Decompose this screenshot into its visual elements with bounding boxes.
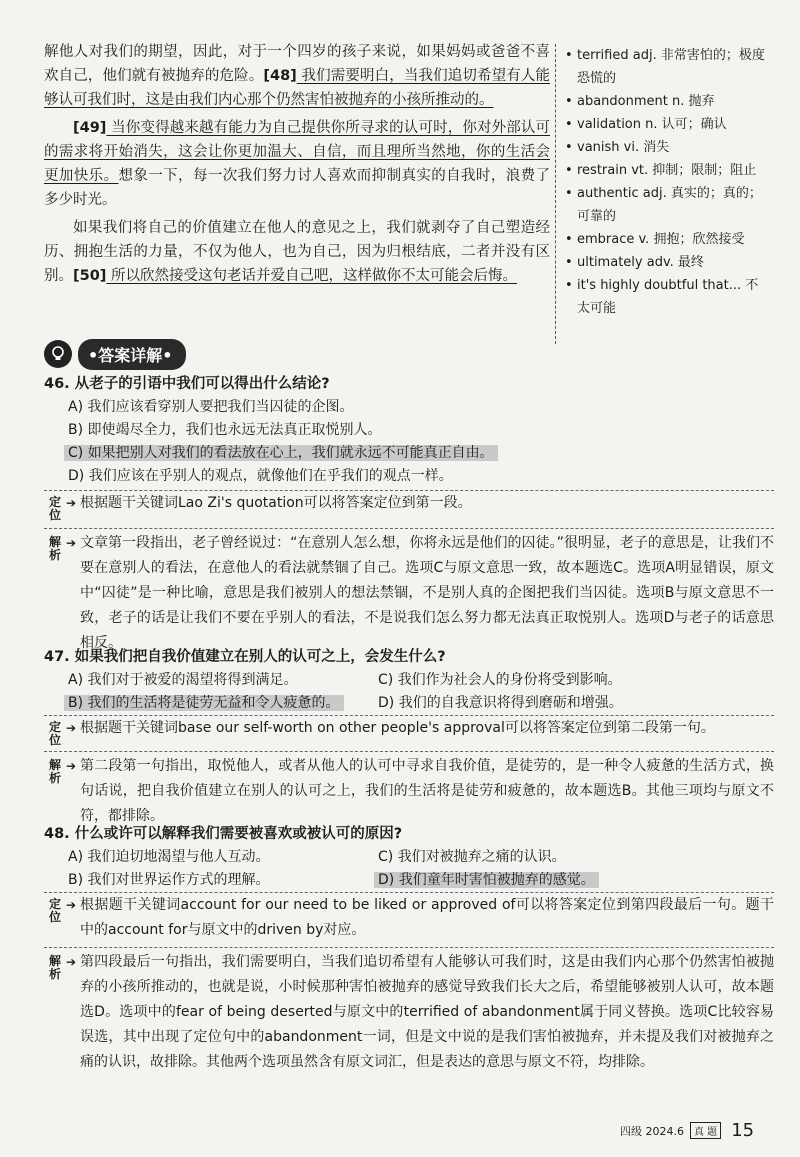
vocab-item: • terrified adj. 非常害怕的；极度恐慌的 bbox=[565, 44, 770, 90]
analysis-row bbox=[44, 751, 774, 829]
vocab-item: • validation n. 认可；确认 bbox=[565, 113, 770, 136]
question-48 bbox=[44, 822, 764, 892]
question-tag: [49] bbox=[73, 120, 107, 136]
option-d: D) 我们应该在乎别人的观点，就像他们在乎我们的观点一样。 bbox=[68, 468, 453, 484]
option-d: D) 我们的自我意识将得到磨砺和增强。 bbox=[378, 695, 623, 711]
locate-text: 根据题干关键词Lao Zi's quotation可以将答案定位到第一段。 bbox=[80, 495, 472, 511]
explanation-47 bbox=[44, 715, 774, 829]
option-b bbox=[68, 692, 378, 715]
option-a: A) 我们迫切地渴望与他人互动。 bbox=[68, 849, 270, 865]
text: 想象一下，每一次我们努力讨人喜欢而抑制真实的自我时，浪费了多少时光。 bbox=[44, 168, 551, 208]
analysis-text: 文章第一段指出，老子曾经说过：“在意别人怎么想，你将永远是他们的囚徒。”很明显，老子的意思是，让我们不要在意别人的看法，在意他人的看法就禁锢了自己。选项C与原文意思一致，故本题选C。选项A明显错误，原文中“囚徒”是一种比喻，意思是我们被别人的想法禁锢，不是别人真的企图把我们当囚徒。选项B与原文意思不一致，老子的话是让我们不要在乎别人的看法，不是说我们怎么努力都无法真正取悦别人。选项D与老子的话意思相反。 bbox=[80, 535, 774, 651]
option-a: A) 我们对于被爱的渴望将得到满足。 bbox=[68, 672, 298, 688]
locate-row bbox=[44, 893, 774, 943]
vocabulary-list bbox=[565, 44, 770, 320]
underlined-text: 所以欣然接受这句老话并爱自己吧，这样做你不太可能会后悔。 bbox=[106, 268, 518, 284]
column-divider bbox=[555, 44, 556, 344]
analysis-label: 解 析 bbox=[48, 758, 61, 785]
text: 解他人对我们的期望，因此，对于一个四岁的孩子来说，如果妈妈或爸爸不喜欢自己，他们就有被抛弃的危险。 bbox=[44, 44, 550, 84]
locate-label: 定 位 bbox=[48, 495, 61, 522]
section-box: 真 题 bbox=[690, 1122, 721, 1139]
explanation-48 bbox=[44, 892, 774, 1075]
analysis-text: 第四段最后一句指出，我们需要明白，当我们追切希望有人能够认可我们时，这是由我们内心那个仍然害怕被抛弃的小孩所推动的，也就是说，小时候那种害怕被抛弃的感觉导致我们长大之后，希望能够被别人认可，故本题选D。选项中的fear of being deserted与原文中的terrified of abandonment属于同义替换。选项C比较容易误选，其中出现了定位句中的abandonment一词，但是文中说的是我们害怕被抛弃，并未提及我们对被抛弃之痛的认识，故排除。其他两个选项虽然含有原文词汇，但是表达的意思与原文不符，均排除。 bbox=[80, 954, 774, 1070]
arrow-icon: ➔ bbox=[66, 759, 77, 773]
page-number: 15 bbox=[731, 1120, 755, 1141]
arrow-icon: ➔ bbox=[66, 721, 77, 735]
locate-row bbox=[44, 716, 774, 747]
option-c: C) 我们作为社会人的身份将受到影响。 bbox=[378, 672, 622, 688]
question-tag: [48] bbox=[263, 68, 297, 84]
option-row bbox=[44, 669, 764, 692]
arrow-icon: ➔ bbox=[66, 898, 77, 912]
option-c: C) 我们对被抛弃之痛的认识。 bbox=[378, 849, 566, 865]
translation-paragraph-1 bbox=[44, 40, 550, 112]
explanation-46 bbox=[44, 490, 774, 656]
lightbulb-icon bbox=[44, 340, 72, 368]
underlined-text: 我们需要明白，当我们追切希望有人能够认可我们时，这是由我们内心那个仍然害怕被抛弃的小孩所推动的。 bbox=[44, 68, 551, 108]
locate-text: 根据题干关键词base our self-worth on other people's approval可以将答案定位到第二段第一句。 bbox=[80, 720, 715, 736]
correct-answer-highlight: B) 我们的生活将是徒劳无益和令人疲惫的。 bbox=[64, 695, 344, 711]
option-d bbox=[378, 869, 688, 892]
translation-paragraph-3 bbox=[44, 216, 550, 288]
analysis-label: 解 析 bbox=[48, 954, 61, 981]
option-row bbox=[44, 846, 764, 869]
option-row bbox=[44, 869, 764, 892]
question-47 bbox=[44, 645, 764, 715]
correct-answer-highlight: D) 我们童年时害怕被抛弃的感觉。 bbox=[374, 872, 599, 888]
vocab-item: • it's highly doubtful that... 不太可能 bbox=[565, 274, 770, 320]
locate-text: 根据题干关键词account for our need to be liked or approved of可以将答案定位到第四段最后一句。题干中的account for与原文中的driven by对应。 bbox=[80, 897, 774, 938]
question-title: 48. 什么或许可以解释我们需要被喜欢或被认可的原因? bbox=[44, 826, 403, 842]
vocab-item: • authentic adj. 真实的；真的；可靠的 bbox=[565, 182, 770, 228]
translation-block bbox=[44, 40, 550, 292]
issue-label: 四级 2024.6 bbox=[620, 1124, 684, 1138]
page-footer bbox=[620, 1120, 754, 1141]
underlined-text: 当你变得越来越有能力为自己提供你所寻求的认可时，你对外部认可的需求将开始消失，这会让你更加温大、自信，而且理所当然地，你的生活会更加快乐。 bbox=[44, 120, 550, 184]
question-tag: [50] bbox=[73, 268, 107, 284]
analysis-row bbox=[44, 947, 774, 1075]
correct-answer-highlight: C) 如果把别人对我们的看法放在心上，我们就永远不可能真正自由。 bbox=[64, 445, 498, 461]
option-b: B) 即使竭尽全力，我们也永远无法真正取悦别人。 bbox=[68, 422, 382, 438]
text: 如果我们将自己的价值建立在他人的意见之上，我们就剥夺了自己塑造经历、拥抱生活的力量，不仅为他人，也为自己，因为归根结底，二者并没有区别。 bbox=[44, 220, 550, 284]
locate-row bbox=[44, 491, 774, 522]
locate-label: 定 位 bbox=[48, 720, 61, 747]
answer-section-header bbox=[44, 338, 186, 370]
option-row bbox=[44, 692, 764, 715]
arrow-icon: ➔ bbox=[66, 536, 77, 550]
question-46 bbox=[44, 372, 764, 488]
translation-paragraph-2 bbox=[44, 116, 550, 212]
vocab-item: • vanish vi. 消失 bbox=[565, 136, 770, 159]
arrow-icon: ➔ bbox=[66, 496, 77, 510]
vocab-item: • embrace v. 拥抱；欣然接受 bbox=[565, 228, 770, 251]
locate-label: 定 位 bbox=[48, 897, 61, 924]
option-b: B) 我们对世界运作方式的理解。 bbox=[68, 872, 270, 888]
arrow-icon: ➔ bbox=[66, 955, 77, 969]
vocab-item: • abandonment n. 抛弃 bbox=[565, 90, 770, 113]
question-title: 47. 如果我们把自我价值建立在别人的认可之上，会发生什么? bbox=[44, 649, 446, 665]
analysis-label: 解 析 bbox=[48, 535, 61, 562]
option-a: A) 我们应该看穿别人要把我们当囚徒的企图。 bbox=[68, 399, 354, 415]
vocab-item: • ultimately adv. 最终 bbox=[565, 251, 770, 274]
vocab-item: • restrain vt. 抑制；限制；阻止 bbox=[565, 159, 770, 182]
analysis-row bbox=[44, 528, 774, 656]
option-c bbox=[44, 442, 764, 465]
question-title: 46. 从老子的引语中我们可以得出什么结论? bbox=[44, 376, 330, 392]
answer-section-title: •答案详解• bbox=[78, 339, 186, 370]
analysis-text: 第二段第一句指出，取悦他人，或者从他人的认可中寻求自我价值，是徒劳的，是一种令人疲惫的生活方式，换句话说，把自我价值建立在别人的认可之上，我们的生活将是徒劳和疲惫的，故本题选B。其他三项均与原文不符，都排除。 bbox=[80, 758, 774, 824]
